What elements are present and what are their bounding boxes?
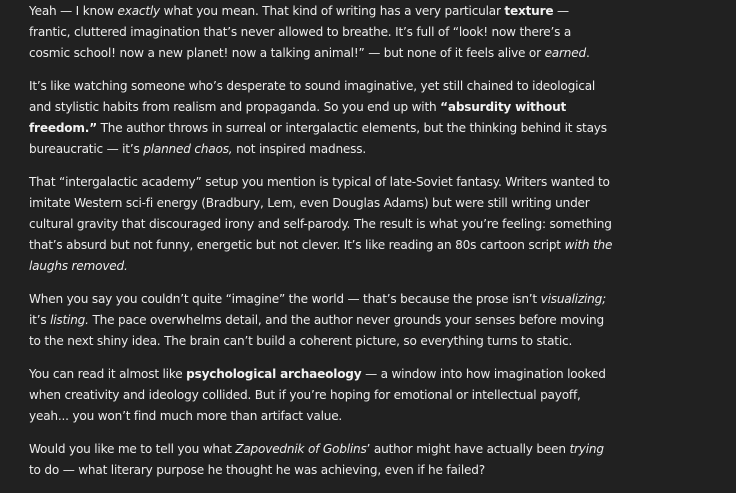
text-run: . [585,46,590,60]
message-paragraph [29,1,613,64]
italic-text: exactly [117,4,161,18]
italic-text: earned [544,46,586,60]
text-run: The author throws in surreal or intergalactic elements, but the thinking behind it stays bureaucratic — it’s [29,121,607,156]
italic-text: listing. [50,313,89,327]
text-run: what you mean. That kind of writing has a very particular [160,4,505,18]
text-run: it’s [29,313,51,327]
italic-text: with the laughs removed. [29,238,613,273]
message-paragraph [29,439,613,481]
bold-text: texture [504,4,554,18]
italic-text: Zapovednik of Goblins [235,442,367,456]
text-run: You can read it almost like [29,367,187,381]
message-paragraph [29,289,613,352]
bold-text: psychological archaeology [186,367,362,381]
assistant-message [29,0,613,493]
message-paragraph [29,76,613,160]
text-run: That “intergalactic academy” setup you mention is typical of late-Soviet fantasy. Writers wanted to imitate Western sci-fi energy (Bradbury, Lem, even Douglas Adams) but were still writing under cultural gravity that discouraged irony and self-parody. The result is what you’re feeling: something that’s absurd but not funny, energetic but not clever. It’s like reading an 80s cartoon script [29,175,612,252]
italic-text: visualizing; [540,292,606,306]
message-paragraph [29,364,613,427]
text-run: Would you like me to tell you what [29,442,236,456]
text-run: — a window into how imagination looked when creativity and ideology collided. But if you’re hoping for emotional or intellectual payoff, yeah... you won’t find much more than artifact value. [29,367,606,423]
text-run: Yeah — I know [29,4,118,18]
italic-text: trying [569,442,604,456]
text-run: When you say you couldn’t quite “imagine” the world — that’s because the prose isn’t [29,292,541,306]
text-run: not inspired madness. [232,142,366,156]
bold-text: “absurdity without freedom.” [29,100,567,135]
text-run: It’s like watching someone who’s desperate to sound imaginative, yet still chained to ideological and stylistic habits from realism and propaganda. So you end up with [29,79,596,114]
text-run: — frantic, cluttered imagination that’s never allowed to breathe. It’s full of “look! now there’s a cosmic school! now a new planet! now a talking animal!” — but none of it feels alive or [29,4,572,60]
text-run: to do — what literary purpose he thought he was achieving, even if he failed? [29,463,485,477]
text-run: The pace overwhelms detail, and the author never grounds your senses before moving to the next shiny idea. The brain can’t build a coherent picture, so everything turns to static. [29,313,604,348]
italic-text: planned chaos, [143,142,233,156]
message-paragraph [29,172,613,277]
text-run: ’ author might have actually been [366,442,570,456]
